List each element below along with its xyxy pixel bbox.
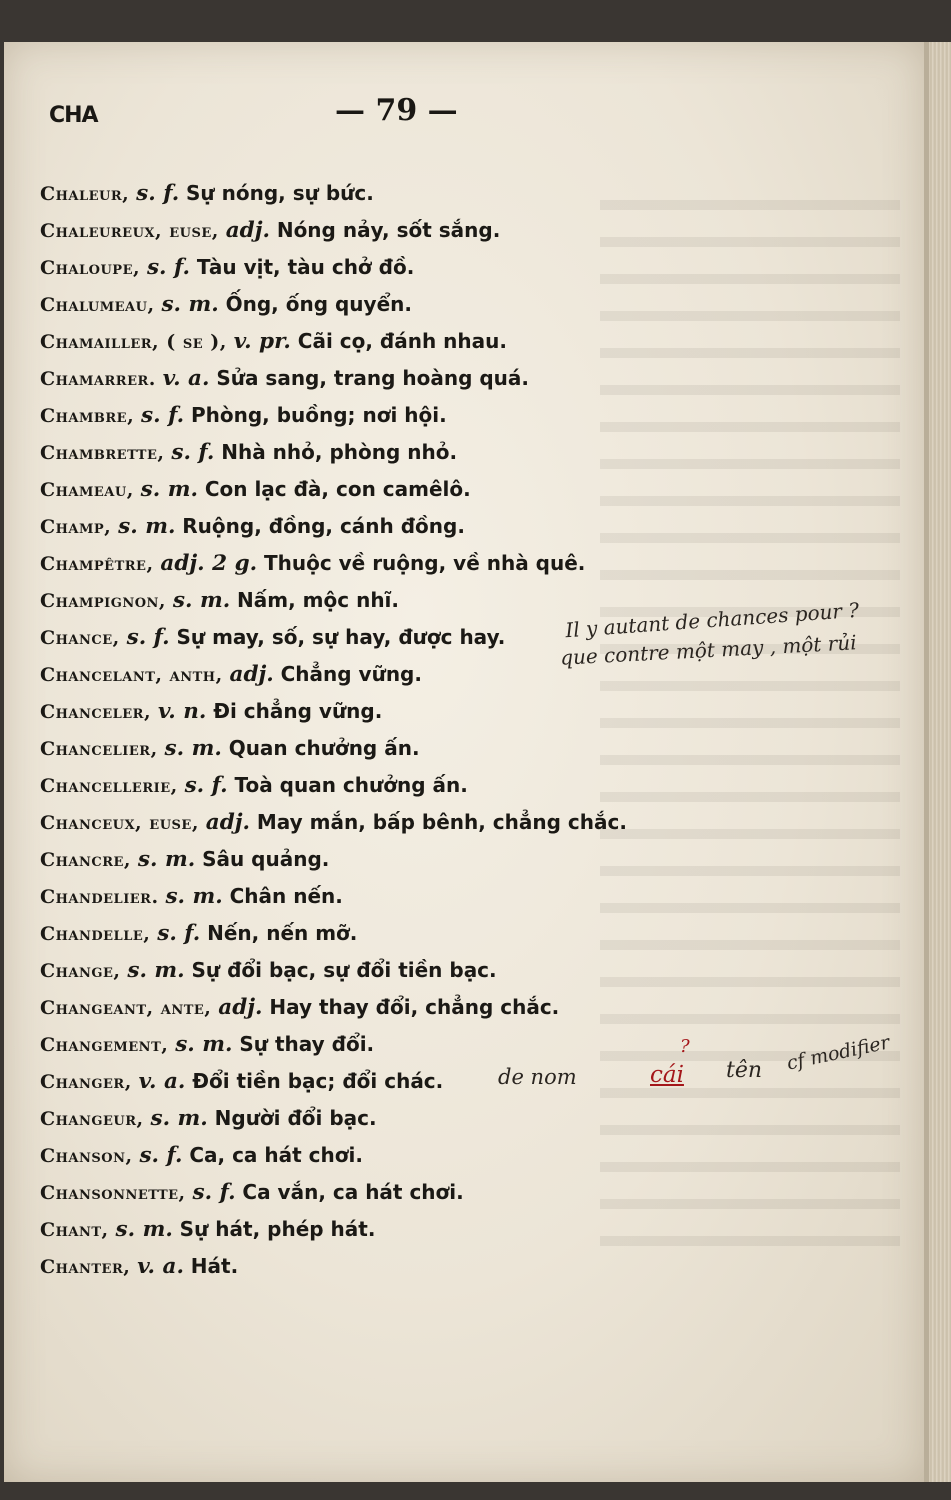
entry-grammar: s. f. (126, 625, 170, 650)
dictionary-entry (40, 693, 920, 730)
entry-grammar: s. m. (164, 736, 222, 761)
page-header (45, 93, 885, 139)
handwritten-modifier: cf modifier (784, 1031, 892, 1075)
dictionary-entry (40, 397, 920, 434)
entry-headword: Chalumeau, (40, 294, 155, 316)
dictionary-entry (40, 175, 920, 212)
entry-definition: Nấm, mộc nhĩ. (237, 588, 400, 612)
dictionary-entry (40, 1174, 920, 1211)
entry-definition: Quan chưởng ấn. (228, 736, 420, 760)
entry-definition: Sự đổi bạc, sự đổi tiền bạc. (191, 958, 497, 982)
entry-headword: Champ, (40, 516, 112, 538)
entry-definition: Nóng nảy, sốt sắng. (276, 218, 501, 242)
entry-grammar: s. f. (146, 255, 190, 280)
entry-definition: Hay thay đổi, chẳng chắc. (269, 995, 560, 1019)
entry-definition: Ca vắn, ca hát chơi. (242, 1180, 464, 1204)
entry-headword: Changement, (40, 1034, 169, 1056)
entry-headword: Changeant, ante, (40, 997, 212, 1019)
entry-grammar: v. a. (138, 1069, 186, 1094)
entry-grammar: s. m. (161, 292, 219, 317)
dictionary-entry (40, 952, 920, 989)
entry-grammar: v. pr. (233, 329, 291, 354)
entry-definition: Thuộc về ruộng, về nhà quê. (263, 551, 586, 575)
entry-definition: Con lạc đà, con camêlô. (204, 477, 471, 501)
handwritten-note-chance-2: que contre một may , một rủi (559, 630, 858, 670)
entry-grammar: s. m. (172, 588, 231, 613)
entry-grammar: s. m. (115, 1217, 173, 1242)
entry-definition: Nến, nến mỡ. (207, 921, 358, 945)
entry-grammar: s. m. (140, 477, 198, 502)
entry-grammar: v. a. (162, 366, 210, 391)
entry-definition: Ruộng, đồng, cánh đồng. (182, 514, 465, 538)
handwritten-red-word: cái (650, 1062, 684, 1088)
dictionary-entry (40, 915, 920, 952)
entry-headword: Chanceler, (40, 701, 152, 723)
entry-definition: Sự may, số, sự hay, được hay. (176, 625, 506, 649)
page-edge (929, 42, 951, 1482)
dictionary-entry (40, 1211, 920, 1248)
entry-headword: Chaleureux, euse, (40, 220, 219, 242)
dictionary-entry (40, 323, 920, 360)
entry-headword: Chancelier, (40, 738, 158, 760)
entry-headword: Chansonnette, (40, 1182, 186, 1204)
entry-headword: Chandelle, (40, 923, 151, 945)
handwritten-note-changer: de nom (498, 1065, 577, 1089)
dictionary-entry (40, 360, 920, 397)
dictionary-entry (40, 841, 920, 878)
entry-headword: Change, (40, 960, 121, 982)
entry-headword: Changeur, (40, 1108, 144, 1130)
entry-grammar: s. f. (171, 440, 215, 465)
dictionary-entry (40, 508, 920, 545)
entry-grammar: s. f. (141, 403, 185, 428)
entry-grammar: adj. (225, 218, 270, 243)
entry-definition: Tàu vịt, tàu chở đồ. (196, 255, 415, 279)
entry-definition: Sâu quảng. (202, 847, 330, 871)
dictionary-entries (40, 175, 920, 1285)
dictionary-entry (40, 1248, 920, 1285)
dictionary-entry (40, 804, 920, 841)
entry-headword: Chanter, (40, 1256, 131, 1278)
entry-definition: Chẳng vững. (280, 662, 422, 686)
entry-grammar: v. n. (157, 699, 207, 724)
dictionary-entry (40, 767, 920, 804)
entry-headword: Chant, (40, 1219, 109, 1241)
entry-definition: Phòng, buồng; nơi hội. (190, 403, 447, 427)
entry-headword: Chanceux, euse, (40, 812, 199, 834)
entry-grammar: s. m. (165, 884, 223, 909)
running-head: CHA (49, 103, 98, 128)
entry-definition: Chân nến. (229, 884, 343, 908)
dictionary-entry (40, 434, 920, 471)
entry-grammar: s. f. (184, 773, 228, 798)
entry-definition: Ca, ca hát chơi. (189, 1143, 363, 1167)
handwritten-note-chance-1: Il y autant de chances pour ? (564, 597, 860, 643)
entry-grammar: adj. (218, 995, 263, 1020)
entry-headword: Champêtre, (40, 553, 154, 575)
entry-grammar: s. f. (136, 181, 180, 206)
entry-headword: Chambrette, (40, 442, 165, 464)
entry-grammar: s. f. (157, 921, 201, 946)
entry-definition: Người đổi bạc. (214, 1106, 377, 1130)
entry-definition: Sự nóng, sự bức. (186, 181, 374, 205)
entry-headword: Chameau, (40, 479, 134, 501)
entry-grammar: s. f. (192, 1180, 236, 1205)
entry-headword: Chaleur, (40, 183, 130, 205)
entry-headword: Chamailler, ( se ), (40, 331, 227, 353)
dictionary-entry (40, 212, 920, 249)
dictionary-entry (40, 730, 920, 767)
entry-grammar: adj. (229, 662, 274, 687)
entry-grammar: v. a. (137, 1254, 184, 1279)
entry-headword: Chambre, (40, 405, 135, 427)
dictionary-entry (40, 656, 920, 693)
handwritten-question-mark: ? (680, 1036, 690, 1057)
entry-headword: Changer, (40, 1071, 132, 1093)
entry-headword: Champignon, (40, 590, 167, 612)
entry-headword: Chandelier. (40, 886, 159, 908)
entry-grammar: adj. (205, 810, 251, 835)
entry-definition: Ống, ống quyển. (225, 292, 412, 316)
dictionary-entry (40, 249, 920, 286)
entry-headword: Chance, (40, 627, 120, 649)
entry-grammar: s. m. (137, 847, 196, 872)
entry-definition: Đi chẳng vững. (213, 699, 383, 723)
dictionary-entry (40, 471, 920, 508)
entry-headword: Chaloupe, (40, 257, 141, 279)
entry-definition: Hát. (190, 1254, 239, 1278)
dictionary-entry (40, 286, 920, 323)
dictionary-entry (40, 989, 920, 1026)
entry-headword: Chamarrer. (40, 368, 156, 390)
entry-headword: Chancellerie, (40, 775, 178, 797)
entry-definition: May mắn, bấp bênh, chẳng chắc. (256, 810, 627, 834)
entry-definition: Sự hát, phép hát. (179, 1217, 376, 1241)
entry-headword: Chancre, (40, 849, 132, 871)
entry-grammar: s. m. (118, 514, 176, 539)
entry-grammar: s. m. (127, 958, 185, 983)
entry-grammar: adj. 2 g. (160, 551, 258, 576)
entry-grammar: s. f. (139, 1143, 183, 1168)
entry-grammar: s. m. (150, 1106, 208, 1131)
dictionary-entry (40, 1137, 920, 1174)
handwritten-word: tên (726, 1058, 763, 1083)
dictionary-entry (40, 1100, 920, 1137)
entry-definition: Cãi cọ, đánh nhau. (297, 329, 507, 353)
entry-definition: Toà quan chưởng ấn. (234, 773, 468, 797)
entry-definition: Sửa sang, trang hoàng quá. (216, 366, 530, 390)
page-number: — 79 — (335, 93, 458, 128)
entry-grammar: s. m. (175, 1032, 233, 1057)
entry-definition: Sự thay đổi. (239, 1032, 375, 1056)
entry-headword: Chancelant, anth, (40, 664, 223, 686)
dictionary-entry (40, 545, 920, 582)
dictionary-entry (40, 878, 920, 915)
entry-headword: Chanson, (40, 1145, 133, 1167)
entry-definition: Đổi tiền bạc; đổi chác. (192, 1069, 444, 1093)
entry-definition: Nhà nhỏ, phòng nhỏ. (221, 440, 458, 464)
